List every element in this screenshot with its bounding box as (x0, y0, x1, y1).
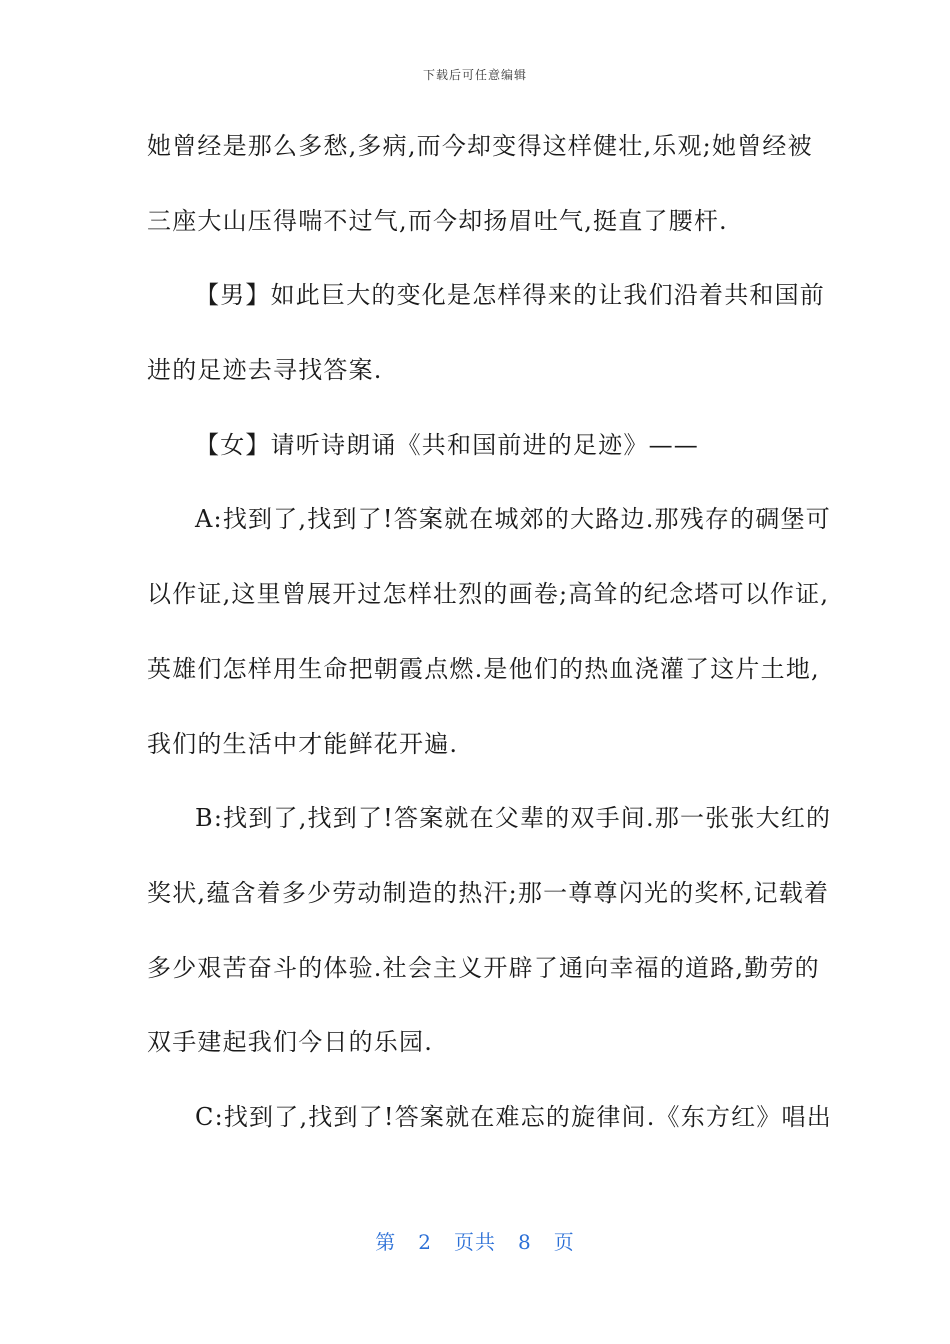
text-line: 双手建起我们今日的乐园. (147, 1028, 434, 1057)
text-line: 三座大山压得喘不过气,而今却扬眉吐气,挺直了腰杆. (147, 206, 728, 235)
text-line: 【女】请听诗朗诵《共和国前进的足迹》—— (195, 430, 699, 459)
footer-prefix: 第 (375, 1230, 397, 1254)
page-footer (0, 1226, 950, 1255)
text-line: A:找到了,找到了!答案就在城郊的大路边.那残存的碉堡可 (195, 505, 831, 534)
footer-suffix: 页 (553, 1230, 575, 1254)
text-line: B:找到了,找到了!答案就在父辈的双手间.那一张张大红的 (195, 804, 832, 833)
page-header-note: 下载后可任意编辑 (422, 68, 527, 82)
text-line: C:找到了,找到了!答案就在难忘的旋律间.《东方红》唱出 (195, 1102, 832, 1131)
text-line: 我们的生活中才能鲜花开遍. (147, 729, 459, 758)
text-line: 以作证,这里曾展开过怎样壮烈的画卷;高耸的纪念塔可以作证, (147, 580, 830, 609)
text-line: 她曾经是那么多愁,多病,而今却变得这样健壮,乐观;她曾经被 (147, 132, 813, 160)
text-line: 【男】如此巨大的变化是怎样得来的让我们沿着共和国前 (195, 281, 825, 310)
footer-total-pages: 8 (518, 1230, 532, 1254)
footer-middle: 页共 (454, 1230, 496, 1254)
text-line: 多少艰苦奋斗的体验.社会主义开辟了通向幸福的道路,勤劳的 (147, 953, 820, 982)
footer-current-page: 2 (418, 1230, 432, 1254)
body-text (147, 124, 832, 1170)
text-line: 奖状,蕴含着多少劳动制造的热汗;那一尊尊闪光的奖杯,记载着 (147, 878, 830, 907)
text-line: 英雄们怎样用生命把朝霞点燃.是他们的热血浇灌了这片土地, (147, 654, 820, 683)
text-line: 进的足迹去寻找答案. (147, 356, 383, 385)
